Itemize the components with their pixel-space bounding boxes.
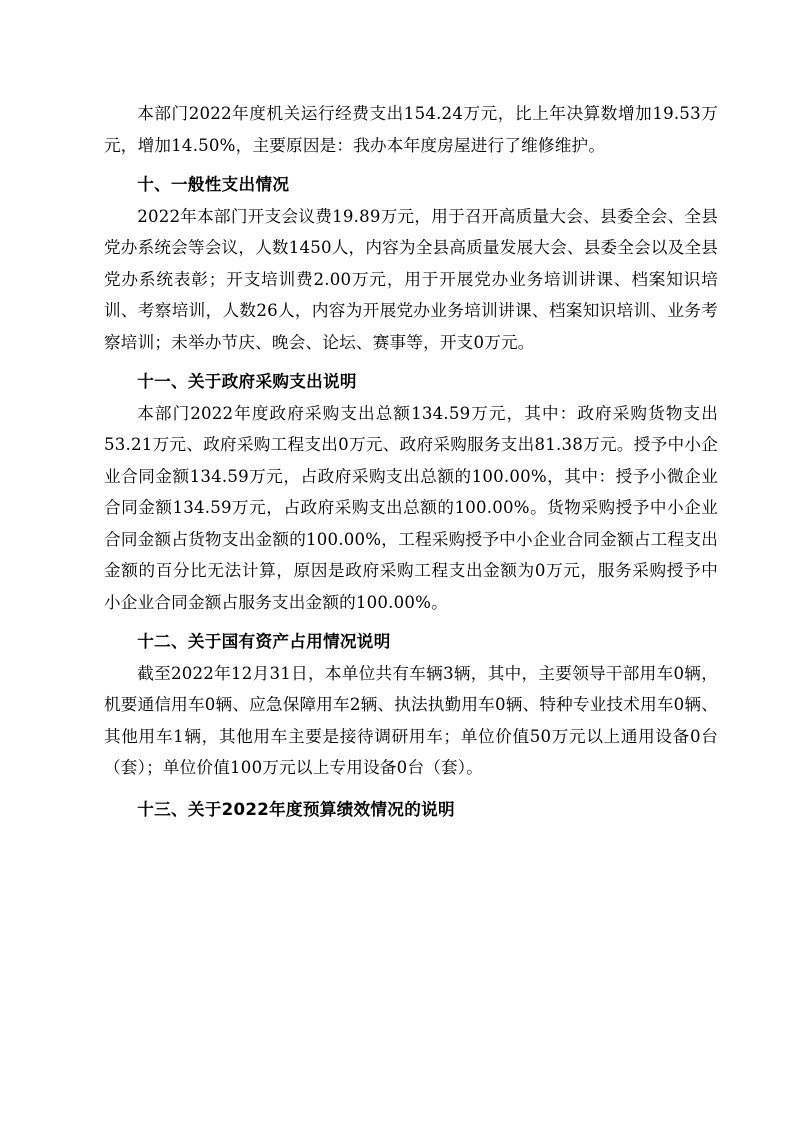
paragraph-state-assets: 截至2022年12月31日，本单位共有车辆3辆，其中，主要领导干部用车0辆，机要通信用车0辆、应急保障用车2辆、执法执勤用车0辆、特种专业技术用车0辆、其他用车1辆，其他用车主要是接待调研用车；单位价值50万元以上通用设备0台（套）；单位价值100万元以上专用设备0台（套）。 <box>104 663 719 777</box>
heading-government-procurement: 十一、关于政府采购支出说明 <box>137 372 357 391</box>
document-body <box>104 98 718 825</box>
heading-general-expenditure: 十、一般性支出情况 <box>137 175 290 194</box>
paragraph-general-expenditure: 2022年本部门开支会议费19.89万元，用于召开高质量大会、县委全会、全县党办系统会等会议，人数1450人，内容为全县高质量发展大会、县委全会以及全县党办系统表彰；开支培训费2.00万元，用于开展党办业务培训讲课、档案知识培训、考察培训，人数26人，内容为开展党办业务培训讲课、档案知识培训、业务考察培训；未举办节庆、晚会、论坛、赛事等，开支0万元。 <box>104 206 719 352</box>
paragraph-government-procurement: 本部门2022年度政府采购支出总额134.59万元，其中：政府采购货物支出53.21万元、政府采购工程支出0万元、政府采购服务支出81.38万元。授予中小企业合同金额134.59万元，占政府采购支出总额的100.00%，其中：授予小微企业合同金额134.59万元，占政府采购支出总额的100.00%。货物采购授予中小企业合同金额占货物支出金额的100.00%，工程采购授予中小企业合同金额占工程支出金额的百分比无法计算，原因是政府采购工程支出金额为0万元，服务采购授予中小企业合同金额占服务支出金额的100.00%。 <box>104 403 718 612</box>
paragraph-runtime-expenses: 本部门2022年度机关运行经费支出154.24万元，比上年决算数增加19.53万元，增加14.50%，主要原因是：我办本年度房屋进行了维修维护。 <box>104 104 718 155</box>
heading-budget-performance: 十三、关于2022年度预算绩效情况的说明 <box>137 799 455 819</box>
heading-state-assets: 十二、关于国有资产占用情况说明 <box>137 632 391 651</box>
